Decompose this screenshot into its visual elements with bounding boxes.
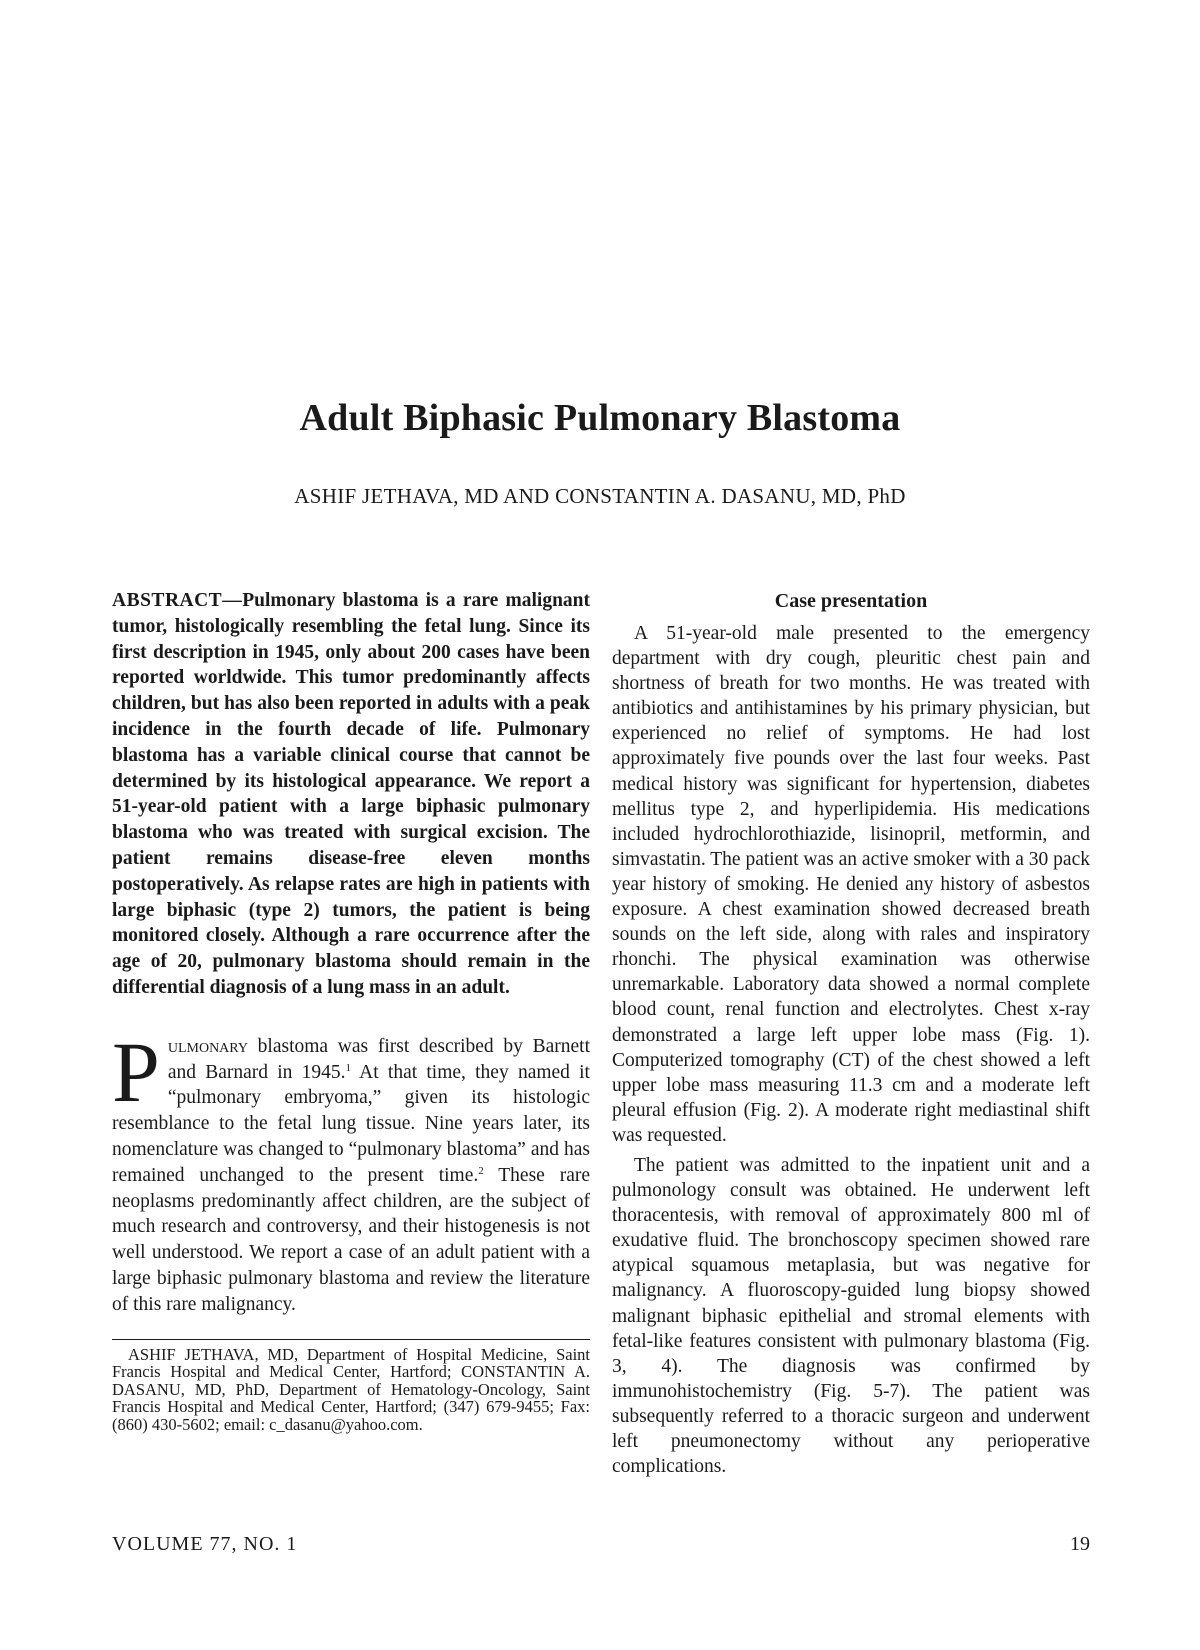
case-paragraph-2: The patient was admitted to the inpatient unit and a pulmonology consult was obtained. He underwent left thoracentesis, with removal of approximately 800 ml of exudative fluid. The bronchoscopy specimen showed rare atypical squamous metaplasia, but was negative for malignancy. A fluoroscopy-guided lung biopsy showed malignant biphasic epithelial and stromal elements with fetal-like features consistent with pulmonary blastoma (Fig. 3, 4). The diagnosis was confirmed by immunohistochemistry (Fig. 5-7). The patient was subsequently referred to a thoracic surgeon and underwent left pneumonectomy without any perioperative complications.: [612, 1154, 1090, 1478]
page-number: 19: [1070, 1533, 1090, 1555]
intro-text-2: At that time, they named it “pulmonary embryoma,” given its histologic resemblance to the fetal lung tissue. Nine years later, its nomenclature was changed to “pulmonary blastoma” and has remained unchanged to the present time.: [112, 1061, 590, 1186]
intro-text-1: blastoma was first described by Barnett and Barnard in 1945.: [167, 1035, 590, 1083]
right-column: [612, 588, 1090, 1479]
abstract: [112, 588, 590, 1001]
left-column: [112, 588, 590, 1433]
abstract-label: ABSTRACT—: [112, 590, 243, 611]
intro-text-3: These rare neoplasms predominantly affect children, are the subject of much research and controversy, and their histogenesis is not well understood. We report a case of an adult patient with a large biphasic pulmonary blastoma and review the literature of this rare malignancy.: [112, 1164, 590, 1315]
running-footer-volume: VOLUME 77, NO. 1: [112, 1533, 298, 1555]
case-paragraph-1: A 51-year-old male presented to the emergency department with dry cough, pleuritic chest pain and shortness of breath for two months. He was treated with antibiotics and antihistamines by his primary physician, but experienced no relief of symptoms. He had lost approximately five pounds over the last four weeks. Past medical history was significant for hypertension, diabetes mellitus type 2, and hyperlipidemia. His medications included hydrochlorothiazide, lisinopril, metformin, and simvastatin. The patient was an active smoker with a 30 pack year history of smoking. He denied any history of asbestos exposure. A chest examination showed decreased breath sounds on the left side, along with rales and inspiratory rhonchi. The physical examination was otherwise unremarkable. Laboratory data showed a normal complete blood count, renal function and electrolytes. Chest x-ray demonstrated a large left upper lobe mass (Fig. 1). Computerized tomography (CT) of the chest showed a left upper lobe mass measuring 11.3 cm and a moderate left pleural effusion (Fig. 2). A moderate right mediastinal shift was requested.: [612, 623, 1090, 1146]
author-affiliations-footnote: ASHIF JETHAVA, MD, Department of Hospital Medicine, Saint Francis Hospital and Medical Center, Hartford; CONSTANTIN A. DASANU, MD, PhD, Department of Hematology-Oncology, Saint Francis Hospital and Medical Center, Hartford; (347) 679-9455; Fax: (860) 430-5602; email: c_dasanu@yahoo.com.: [112, 1344, 590, 1434]
abstract-text: Pulmonary blastoma is a rare malignant tumor, histologically resembling the fetal lung. Since its first description in 1945, only about 200 cases have been reported worldwide. This tumor predominantly affects children, but has also been reported in adults with a peak incidence in the fourth decade of life. Pulmonary blastoma has a variable clinical course that cannot be determined by its histological appearance. We report a 51-year-old patient with a large biphasic pulmonary blastoma who was treated with surgical excision. The patient remains disease-free eleven months postoperatively. As relapse rates are high in patients with large biphasic (type 2) tumors, the patient is being monitored closely. Although a rare occurrence after the age of 20, pulmonary blastoma should remain in the differential diagnosis of a lung mass in an adult.: [112, 590, 590, 998]
article-authors: ASHIF JETHAVA, MD AND CONSTANTIN A. DASANU, MD, PhD: [294, 484, 906, 508]
footnote-divider: [112, 1339, 590, 1340]
drop-cap: P: [112, 1023, 160, 1120]
intro-paragraph: [112, 1023, 590, 1318]
reference-2: 2: [478, 1164, 484, 1177]
section-heading-case-presentation: Case presentation: [774, 590, 928, 612]
intro-smallcaps: ulmonary: [167, 1035, 248, 1057]
reference-1: 1: [345, 1061, 352, 1074]
article-title: Adult Biphasic Pulmonary Blastoma: [299, 397, 901, 439]
